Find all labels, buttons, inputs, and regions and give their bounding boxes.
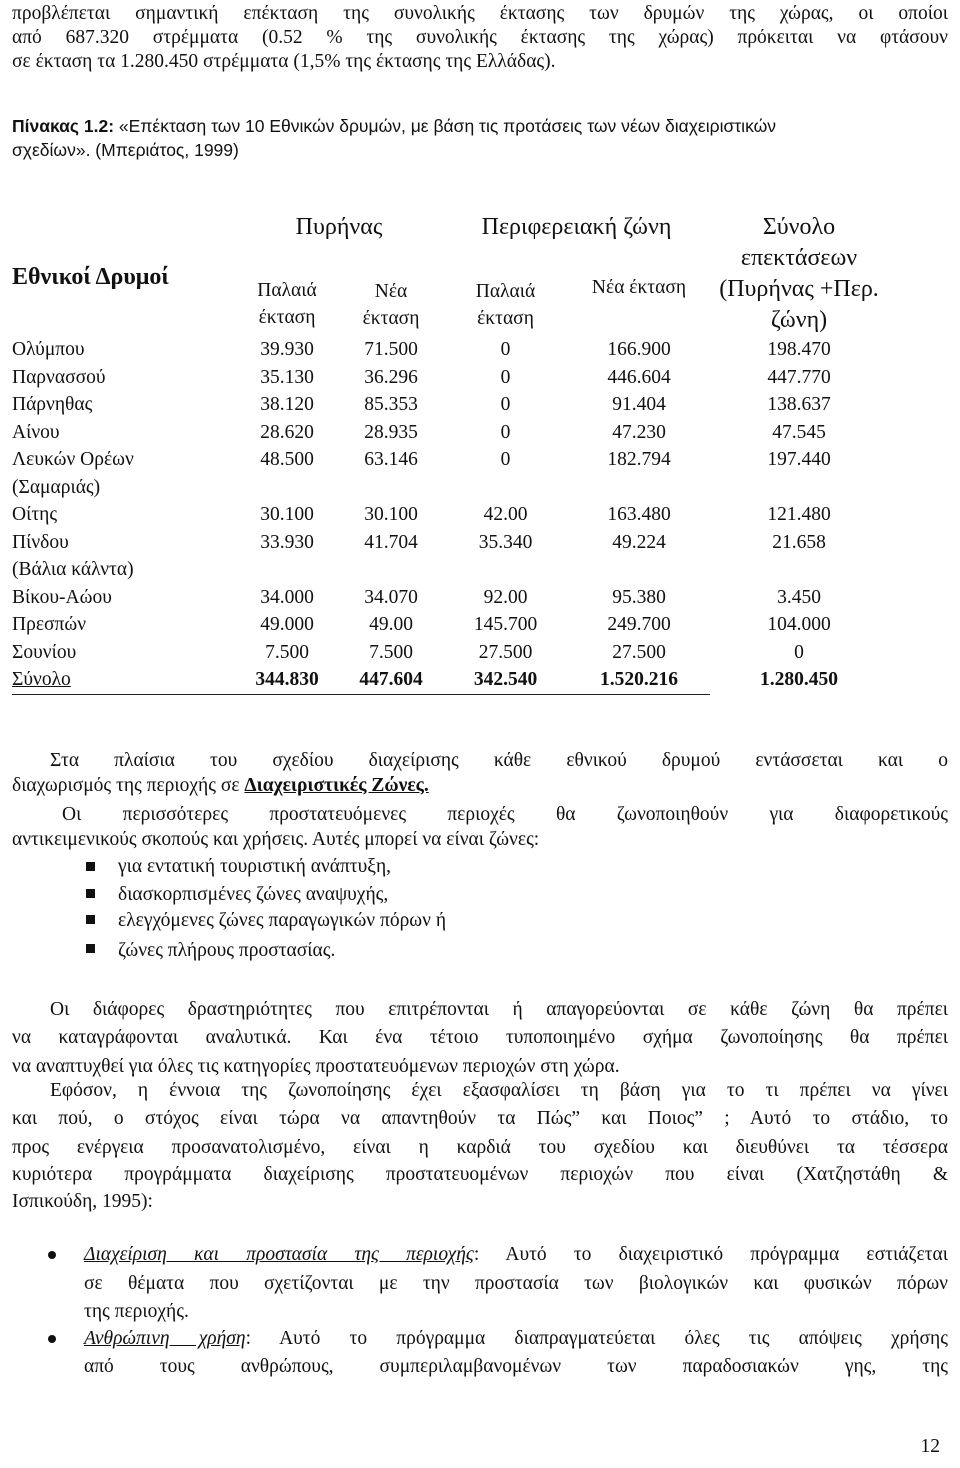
cell-core-new: 63.146 — [364, 449, 418, 470]
cell-core-old: 30.100 — [260, 504, 314, 525]
program-1-title: Διαχείριση και προστασία της περιοχής — [84, 1244, 474, 1265]
para2-line-1: Οι διάφορες δραστηριότητες που επιτρέπονται ή απαγορεύονται σε κάθε ζώνη θα πρέπει — [50, 999, 948, 1020]
subheader-peripheral-old — [443, 274, 568, 336]
park-name: Παρνασσού — [12, 366, 106, 388]
subheader-core-new-l2: έκταση — [362, 308, 420, 329]
subheader-core-old — [235, 274, 339, 336]
para1-line-1: Στα πλαίσια του σχεδίου διαχείρισης κάθε εθνικού δρυμού εντάσσεται και ο — [50, 750, 948, 771]
table-row — [12, 639, 888, 667]
total-core-old: 344.830 — [235, 666, 339, 694]
total-core-new: 447.604 — [339, 666, 443, 694]
table-row — [12, 529, 888, 584]
square-bullet-icon — [86, 862, 95, 871]
cell-total: 197.440 — [767, 449, 831, 470]
column-header-parks: Εθνικοί Δρυμοί — [12, 263, 169, 290]
cell-total: 104.000 — [767, 614, 831, 635]
para3-line-3: προς ενέργεια προσανατολισμένο, είναι η καρδιά του σχεδίου και διευθύνει τα τέσσερα — [12, 1137, 948, 1158]
para3-line-5: Ισπικούδη, 1995): — [12, 1191, 153, 1212]
subheader-core-old-l1: Παλαιά — [257, 280, 317, 301]
intro-line-2: από 687.320 στρέμματα (0.52 % της συνολικής έκτασης της χώρας) πρόκειται να φτάσουν — [12, 27, 948, 48]
cell-core-new: 30.100 — [364, 504, 418, 525]
cell-peripheral-old: 0 — [500, 421, 511, 443]
intro-line-3: σε έκταση τα 1.280.450 στρέμματα (1,5% της έκτασης της Ελλάδας). — [12, 51, 556, 72]
cell-peripheral-new: 446.604 — [607, 366, 671, 388]
cell-peripheral-old: 0 — [500, 394, 511, 415]
table-row — [12, 336, 888, 364]
zone-item: ελεγχόμενες ζώνες παραγωγικών πόρων ή — [118, 910, 447, 931]
program-1-line-3: της περιοχής. — [84, 1301, 189, 1322]
program-1-line-1 — [84, 1243, 948, 1267]
table-row — [12, 501, 888, 529]
park-name-line-2: (Βάλια κάλντα) — [12, 559, 134, 580]
cell-core-old: 7.500 — [265, 641, 309, 663]
subheader-peripheral-old-l2: έκταση — [477, 308, 534, 329]
para3-line-2: και πού, ο στόχος είναι τώρα να απαντηθούν τα Πώς” και Ποιος” ; Αυτό το στάδιο, το — [12, 1108, 948, 1129]
park-name: Πάρνηθας — [12, 394, 93, 415]
round-bullet-icon — [48, 1251, 56, 1259]
cell-core-new: 36.296 — [364, 366, 418, 388]
para3-line-1: Εφόσον, η έννοια της ζωνοποίησης έχει εξασφαλίσει τη βάση για το τι πρέπει να γίνει — [50, 1080, 948, 1101]
total-label: Σύνολο — [12, 666, 235, 694]
program-1-text: : Αυτό το διαχειριστικό πρόγραμμα εστιάζεται — [473, 1244, 948, 1265]
cell-core-new: 28.935 — [364, 421, 418, 443]
zone-item: για εντατική τουριστική ανάπτυξη, — [118, 856, 392, 877]
para1-line-2-text: διαχωρισμός της περιοχής σε — [12, 775, 245, 796]
cell-total: 121.480 — [767, 504, 831, 525]
total-all: 1.280.450 — [760, 669, 838, 690]
cell-peripheral-old: 145.700 — [473, 614, 538, 635]
program-2-text: : Αυτό το πρόγραμμα διαπραγματεύεται όλες τις απόψεις χρήσης — [245, 1328, 948, 1349]
total-header-line-4: ζώνη) — [770, 307, 828, 333]
cell-peripheral-old: 0 — [500, 339, 511, 360]
round-bullet-icon — [48, 1335, 56, 1343]
table-row — [12, 364, 888, 392]
total-peripheral-new: 1.520.216 — [568, 666, 710, 694]
cell-total: 138.637 — [767, 394, 831, 415]
para3-line-4: κυριότερα προγράμματα διαχείρισης προστατευομένων περιοχών που είναι (Χατζηστάθη & — [12, 1164, 948, 1185]
park-name: Βίκου-Αώου — [12, 586, 112, 608]
zone-item: διασκορπισμένες ζώνες αναψυχής, — [118, 884, 389, 905]
cell-peripheral-old: 92.00 — [483, 586, 528, 608]
cell-core-old: 33.930 — [260, 531, 314, 553]
program-2-line-1 — [84, 1327, 948, 1351]
column-group-peripheral: Περιφερειακή ζώνη — [481, 214, 672, 240]
table-total-row — [12, 666, 888, 694]
park-name: Πρεσπών — [12, 614, 87, 635]
square-bullet-icon — [86, 915, 95, 924]
caption-label: Πίνακας 1.2: — [12, 116, 115, 136]
cell-core-old: 35.130 — [260, 366, 314, 388]
table-row — [12, 584, 888, 612]
park-name-line-2: (Σαμαριάς) — [12, 476, 101, 498]
subheader-core-old-l2: έκταση — [258, 307, 316, 328]
cell-peripheral-old: 0 — [500, 449, 511, 470]
page-number: 12 — [920, 1436, 940, 1457]
cell-peripheral-old: 27.500 — [478, 641, 533, 663]
cell-peripheral-old: 35.340 — [478, 531, 533, 553]
cell-core-new: 34.070 — [364, 586, 418, 608]
park-name: Σουνίου — [12, 641, 77, 663]
cell-peripheral-new: 163.480 — [607, 504, 671, 525]
cell-peripheral-new: 249.700 — [607, 614, 671, 635]
park-name-line-1: Πίνδου — [12, 531, 69, 553]
column-group-core: Πυρήνας — [295, 214, 383, 240]
cell-core-old: 34.000 — [260, 586, 314, 608]
cell-peripheral-new: 166.900 — [607, 339, 671, 360]
cell-core-old: 38.120 — [260, 394, 314, 415]
cell-core-new: 41.704 — [364, 531, 418, 553]
square-bullet-icon — [86, 944, 95, 953]
management-zones-term: Διαχειριστικές Ζώνες. — [244, 775, 429, 796]
cell-core-new: 85.353 — [364, 394, 418, 415]
cell-peripheral-new: 182.794 — [607, 449, 671, 470]
cell-peripheral-new: 95.380 — [612, 586, 666, 608]
caption-text-2: σχεδίων». (Μπεριάτος, 1999) — [12, 140, 239, 160]
cell-core-old: 28.620 — [260, 421, 314, 443]
subheader-core-new-l1: Νέα — [374, 281, 408, 302]
park-name-line-1: Λευκών Ορέων — [12, 449, 134, 470]
park-name: Ολύμπου — [12, 339, 85, 360]
cell-core-new: 71.500 — [364, 339, 418, 360]
cell-core-new: 49.00 — [369, 614, 413, 635]
square-bullet-icon — [86, 889, 95, 898]
total-header-line-2: επεκτάσεων — [740, 245, 858, 271]
intro-line-1: προβλέπεται σημαντική επέκταση της συνολικής έκτασης των δρυμών της χώρας, οι οποίοι — [12, 3, 948, 24]
cell-peripheral-new: 47.230 — [612, 421, 666, 443]
cell-core-old: 48.500 — [260, 449, 314, 470]
table-row — [12, 391, 888, 419]
cell-peripheral-new: 27.500 — [612, 641, 666, 663]
cell-total: 198.470 — [767, 339, 831, 360]
program-2-line-2: από τους ανθρώπους, συμπεριλαμβανομένων των παραδοσιακών γης, της — [84, 1356, 948, 1377]
table-row — [12, 419, 888, 447]
cell-total: 447.770 — [767, 366, 831, 388]
national-parks-table — [12, 208, 888, 695]
cell-peripheral-new: 91.404 — [612, 394, 666, 415]
subheader-peripheral-old-l1: Παλαιά — [475, 281, 536, 302]
para1-line-4: αντικειμενικούς σκοπούς και χρήσεις. Αυτές μπορεί να είναι ζώνες: — [12, 829, 540, 850]
cell-total: 3.450 — [777, 586, 821, 608]
park-name — [12, 529, 235, 584]
table-row — [12, 446, 888, 501]
total-peripheral-old: 342.540 — [443, 666, 568, 694]
cell-peripheral-old: 42.00 — [483, 504, 528, 525]
cell-core-old: 49.000 — [260, 614, 314, 635]
park-name: Οίτης — [12, 504, 58, 525]
caption-text-1: «Επέκταση των 10 Εθνικών δρυμών, με βάση τις προτάσεις των νέων διαχειριστικών — [114, 116, 777, 136]
subheader-peripheral-new: Νέα έκταση — [591, 277, 687, 298]
table-row — [12, 611, 888, 639]
total-header-line-3: (Πυρήνας +Περ. — [719, 276, 879, 302]
total-header-line-1: Σύνολο — [762, 214, 836, 240]
park-name — [12, 446, 235, 501]
table-caption — [12, 114, 956, 138]
para1-line-2 — [12, 774, 429, 798]
subheader-core-new — [339, 274, 443, 336]
para2-line-2: να καταγράφονται αναλυτικά. Και ένα τέτοιο τυποποιημένο σχήμα ζωνοποίησης θα πρέπει — [12, 1027, 948, 1048]
zone-item: ζώνες πλήρους προστασίας. — [118, 940, 336, 961]
cell-peripheral-new: 49.224 — [612, 531, 666, 553]
cell-core-new: 7.500 — [369, 641, 413, 663]
cell-total: 47.545 — [772, 421, 826, 443]
cell-core-old: 39.930 — [260, 339, 314, 360]
column-group-total — [710, 208, 888, 336]
para2-line-3: να αναπτυχθεί για όλες τις κατηγορίες προστατευόμενων περιοχών στη χώρα. — [12, 1056, 620, 1077]
cell-total: 21.658 — [772, 531, 826, 553]
para1-line-3: Οι περισσότερες προστατευόμενες περιοχές θα ζωνοποιηθούν για διαφορετικούς — [62, 804, 948, 825]
park-name: Αίνου — [12, 421, 60, 443]
program-1-line-2: σε θέματα που σχετίζονται με την προστασία των βιολογικών και φυσικών πόρων — [84, 1273, 948, 1294]
cell-peripheral-old: 0 — [500, 366, 511, 388]
program-2-title: Ανθρώπινη χρήση — [84, 1328, 246, 1349]
cell-total: 0 — [794, 641, 804, 663]
